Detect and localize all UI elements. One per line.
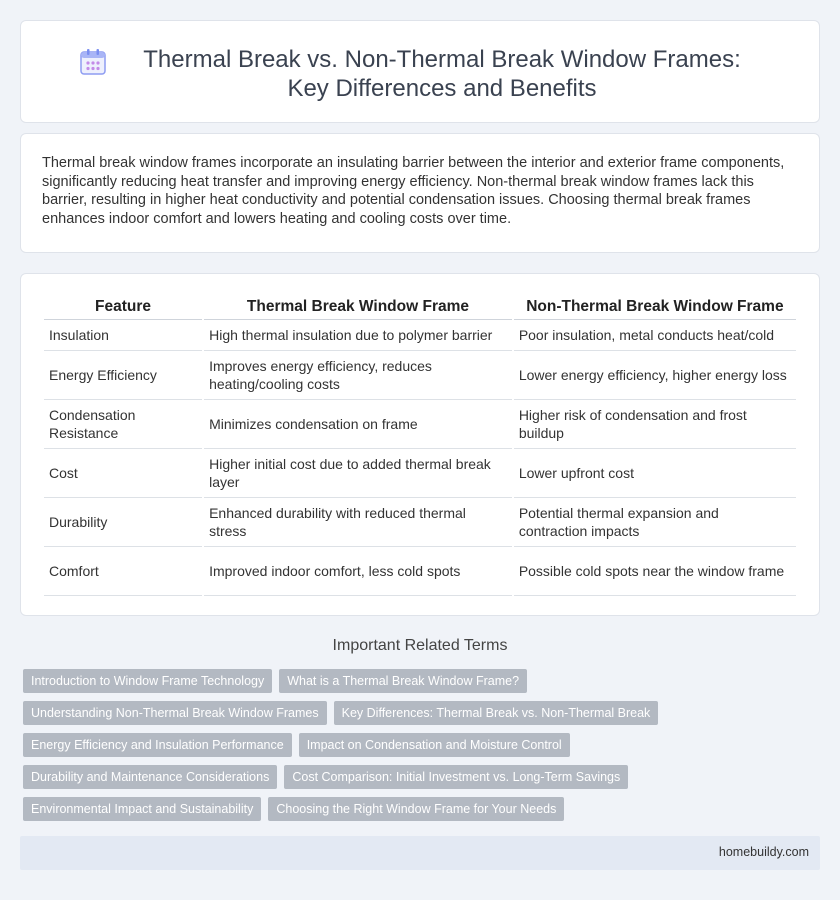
footer-site-link[interactable]: homebuildy.com: [718, 845, 809, 859]
intro-paragraph: Thermal break window frames incorporate an insulating barrier between the interior and exterior frame components, significantly reducing heat transfer and improving energy efficiency. Non-thermal break window frames lack this barrier, resulting in higher heat conductivity and potential condensation issues. Choosing thermal break frames enhances indoor comfort and lowers heating and cooling costs over time.: [42, 155, 785, 227]
table-row: [44, 449, 796, 498]
thermal-cell: Minimizes condensation on frame: [204, 400, 512, 449]
related-term-tag[interactable]: Durability and Maintenance Considerations: [23, 765, 277, 789]
header-thermal-break: Thermal Break Window Frame: [204, 296, 512, 320]
thermal-cell: High thermal insulation due to polymer barrier: [204, 320, 512, 351]
related-terms-list: [23, 669, 813, 821]
non-thermal-cell: Lower energy efficiency, higher energy loss: [514, 351, 796, 400]
related-term-tag[interactable]: Key Differences: Thermal Break vs. Non-Thermal Break: [334, 701, 659, 725]
thermal-cell: Improves energy efficiency, reduces heating/cooling costs: [204, 351, 512, 400]
feature-cell: Comfort: [44, 547, 202, 596]
thermal-cell: Improved indoor comfort, less cold spots: [204, 547, 512, 596]
table-row: [44, 498, 796, 547]
related-term-tag[interactable]: What is a Thermal Break Window Frame?: [279, 669, 527, 693]
related-term-tag[interactable]: Cost Comparison: Initial Investment vs. Long-Term Savings: [284, 765, 628, 789]
table-row: [44, 351, 796, 400]
header-feature: Feature: [44, 296, 202, 320]
calendar-icon: [78, 47, 108, 77]
title-card: [20, 20, 820, 123]
intro-card: [20, 133, 820, 253]
related-term-tag[interactable]: Environmental Impact and Sustainability: [23, 797, 261, 821]
thermal-cell: Enhanced durability with reduced thermal stress: [204, 498, 512, 547]
thermal-cell: Higher initial cost due to added thermal break layer: [204, 449, 512, 498]
non-thermal-cell: Lower upfront cost: [514, 449, 796, 498]
table-row: [44, 400, 796, 449]
title-wrap: [61, 45, 779, 103]
feature-cell: Durability: [44, 498, 202, 547]
non-thermal-cell: Possible cold spots near the window frame: [514, 547, 796, 596]
feature-cell: Cost: [44, 449, 202, 498]
related-term-tag[interactable]: Introduction to Window Frame Technology: [23, 669, 272, 693]
table-row: [44, 320, 796, 351]
related-term-tag[interactable]: Impact on Condensation and Moisture Control: [299, 733, 570, 757]
page-title: Thermal Break vs. Non-Thermal Break Window Frames: Key Differences and Benefits: [143, 46, 741, 102]
table-row: [44, 547, 796, 596]
non-thermal-cell: Potential thermal expansion and contraction impacts: [514, 498, 796, 547]
feature-cell: Condensation Resistance: [44, 400, 202, 449]
comparison-card: [20, 273, 820, 616]
non-thermal-cell: Poor insulation, metal conducts heat/cold: [514, 320, 796, 351]
related-terms-heading: Important Related Terms: [332, 637, 508, 654]
related-term-tag[interactable]: Choosing the Right Window Frame for Your Needs: [268, 797, 564, 821]
feature-cell: Energy Efficiency: [44, 351, 202, 400]
comparison-table: [42, 296, 798, 596]
footer: [20, 836, 820, 870]
feature-cell: Insulation: [44, 320, 202, 351]
related-term-tag[interactable]: Understanding Non-Thermal Break Window Frames: [23, 701, 327, 725]
header-non-thermal-break: Non-Thermal Break Window Frame: [514, 296, 796, 320]
non-thermal-cell: Higher risk of condensation and frost buildup: [514, 400, 796, 449]
table-header-row: [44, 296, 796, 320]
related-term-tag[interactable]: Energy Efficiency and Insulation Performance: [23, 733, 292, 757]
